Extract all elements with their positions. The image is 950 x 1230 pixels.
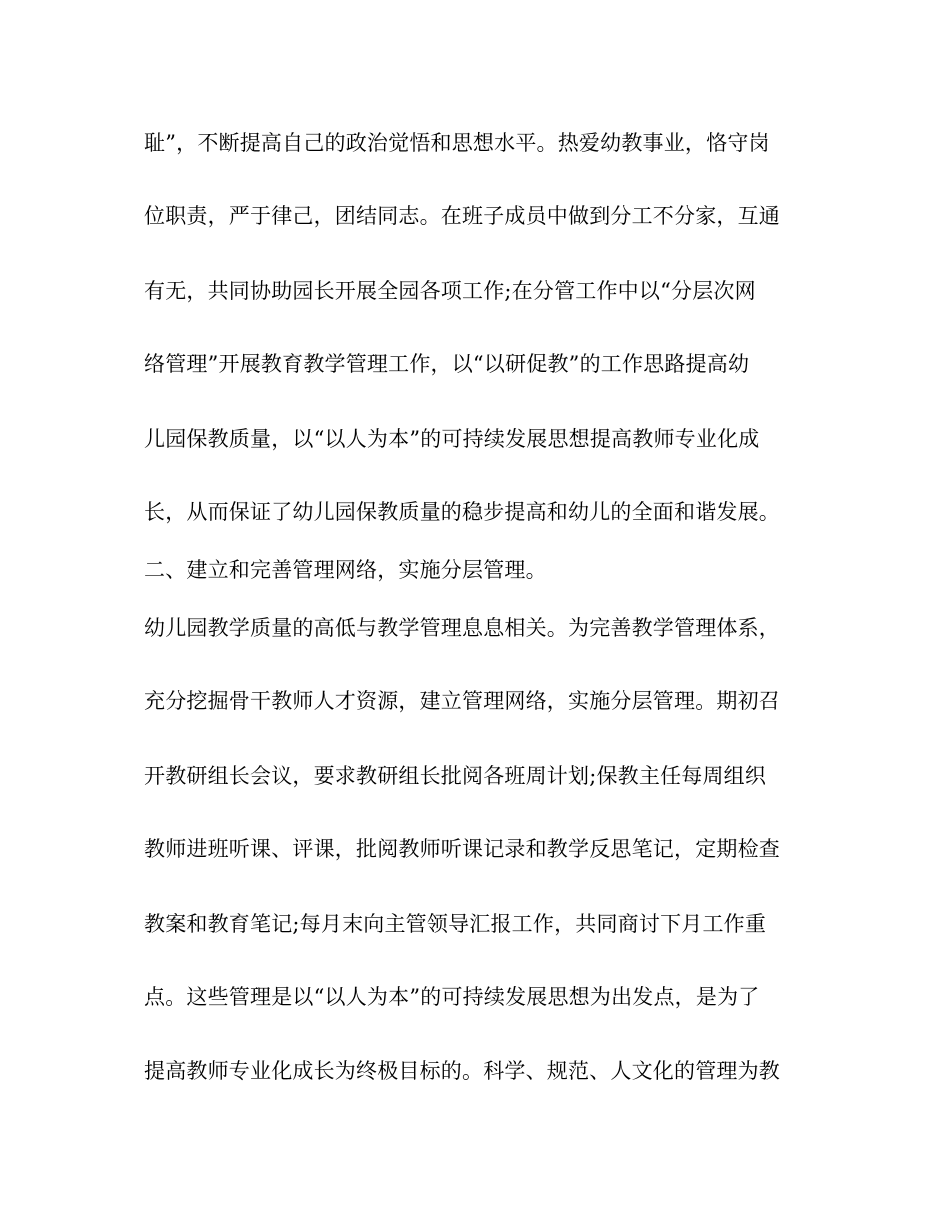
text-line: 充分挖掘骨干教师人才资源，建立管理网络，实施分层管理。期初召 bbox=[144, 689, 780, 713]
section-heading: 二、建立和完善管理网络，实施分层管理。 bbox=[144, 558, 547, 582]
text-line: 有无，共同协助园长开展全园各项工作;在分管工作中以“分层次网 bbox=[144, 279, 756, 303]
text-line: 开教研组长会议，要求教研组长批阅各班周计划;保教主任每周组织 bbox=[144, 764, 767, 788]
text-line: 点。这些管理是以“以人为本”的可持续发展思想为出发点，是为了 bbox=[144, 985, 760, 1009]
text-line: 位职责，严于律己，团结同志。在班子成员中做到分工不分家，互通 bbox=[144, 204, 780, 228]
text-line: 长，从而保证了幼儿园保教质量的稳步提高和幼儿的全面和谐发展。 bbox=[144, 500, 780, 524]
text-line: 耻”，不断提高自己的政治觉悟和思想水平。热爱幼教事业，恪守岗 bbox=[144, 131, 770, 155]
text-line: 提高教师专业化成长为终极目标的。科学、规范、人文化的管理为教 bbox=[144, 1059, 780, 1083]
text-line: 教师进班听课、评课，批阅教师听课记录和教学反思笔记，定期检查 bbox=[144, 837, 780, 861]
text-line: 教案和教育笔记;每月末向主管领导汇报工作，共同商讨下月工作重 bbox=[144, 912, 767, 936]
text-line: 幼儿园教学质量的高低与教学管理息息相关。为完善教学管理体系， bbox=[144, 616, 780, 640]
text-line: 络管理”开展教育教学管理工作，以“以研促教”的工作思路提高幼 bbox=[144, 352, 750, 376]
text-line: 儿园保教质量，以“以人为本”的可持续发展思想提高教师专业化成 bbox=[144, 427, 760, 451]
